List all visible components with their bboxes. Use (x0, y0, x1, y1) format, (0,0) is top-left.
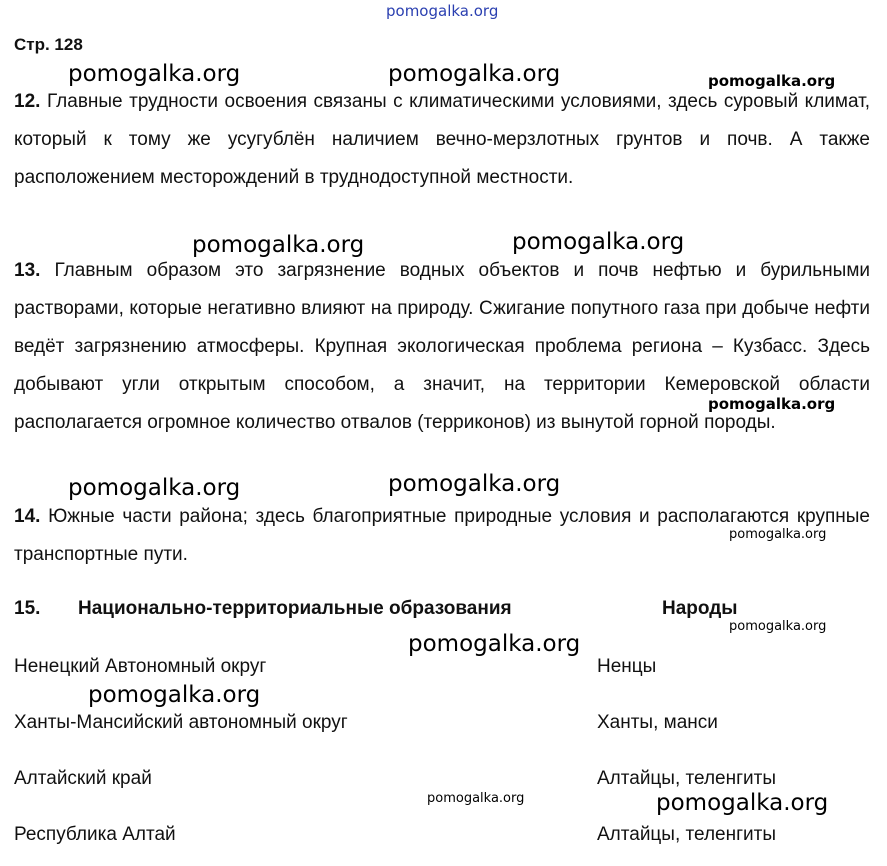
answer-number: 14. (14, 506, 41, 527)
answer-12 (14, 83, 870, 197)
table-row-people: Ненцы (597, 656, 657, 677)
watermark: pomogalka.org (388, 471, 561, 497)
watermark-top: pomogalka.org (386, 2, 499, 20)
watermark: pomogalka.org (408, 631, 581, 657)
table-row-entity: Ханты-Мансийский автономный округ (14, 712, 348, 733)
table-row-people: Алтайцы, теленгиты (597, 824, 776, 845)
answer-text: Южные части района; здесь благоприятные природные условия и располагаются крупные транспортные пути. (14, 506, 870, 565)
watermark: pomogalka.org (708, 72, 836, 90)
table-header-entities: Национально-территориальные образования (78, 598, 512, 619)
watermark: pomogalka.org (656, 790, 829, 816)
answer-number: 12. (14, 91, 41, 112)
answer-13 (14, 252, 870, 442)
watermark: pomogalka.org (192, 232, 365, 258)
answer-text: Главные трудности освоения связаны с климатическими условиями, здесь суровый климат, который к тому же усугублён наличием вечно-мерзлотных грунтов и почв. А также расположением месторождений в труднодоступной местности. (14, 91, 870, 188)
answer-number: 13. (14, 260, 41, 281)
table-header-peoples: Народы (662, 598, 738, 619)
table-row-entity: Алтайский край (14, 768, 152, 789)
watermark: pomogalka.org (68, 61, 241, 87)
watermark: pomogalka.org (68, 475, 241, 501)
table-row-entity: Республика Алтай (14, 824, 176, 845)
page-label: Стр. 128 (14, 35, 83, 54)
table-row-people: Алтайцы, теленгиты (597, 768, 776, 789)
watermark: pomogalka.org (427, 791, 525, 806)
table-number: 15. (14, 598, 41, 619)
watermark: pomogalka.org (512, 229, 685, 255)
table-row-people: Ханты, манси (597, 712, 718, 733)
table-row-entity: Ненецкий Автономный округ (14, 656, 267, 677)
watermark: pomogalka.org (388, 61, 561, 87)
answer-text: Главным образом это загрязнение водных объектов и почв нефтью и бурильными растворами, которые негативно влияют на природу. Сжигание попутного газа при добыче нефти ведёт загрязнению атмосферы. Крупная экологическая проблема региона – Кузбасс. Здесь добывают угли открытым способом, а значит, на территории Кемеровской области располагается огромное количество отвалов (терриконов) из вынутой горной породы. (14, 260, 870, 433)
watermark: pomogalka.org (88, 682, 261, 708)
watermark: pomogalka.org (729, 527, 827, 542)
watermark: pomogalka.org (708, 395, 836, 413)
watermark: pomogalka.org (729, 619, 827, 634)
